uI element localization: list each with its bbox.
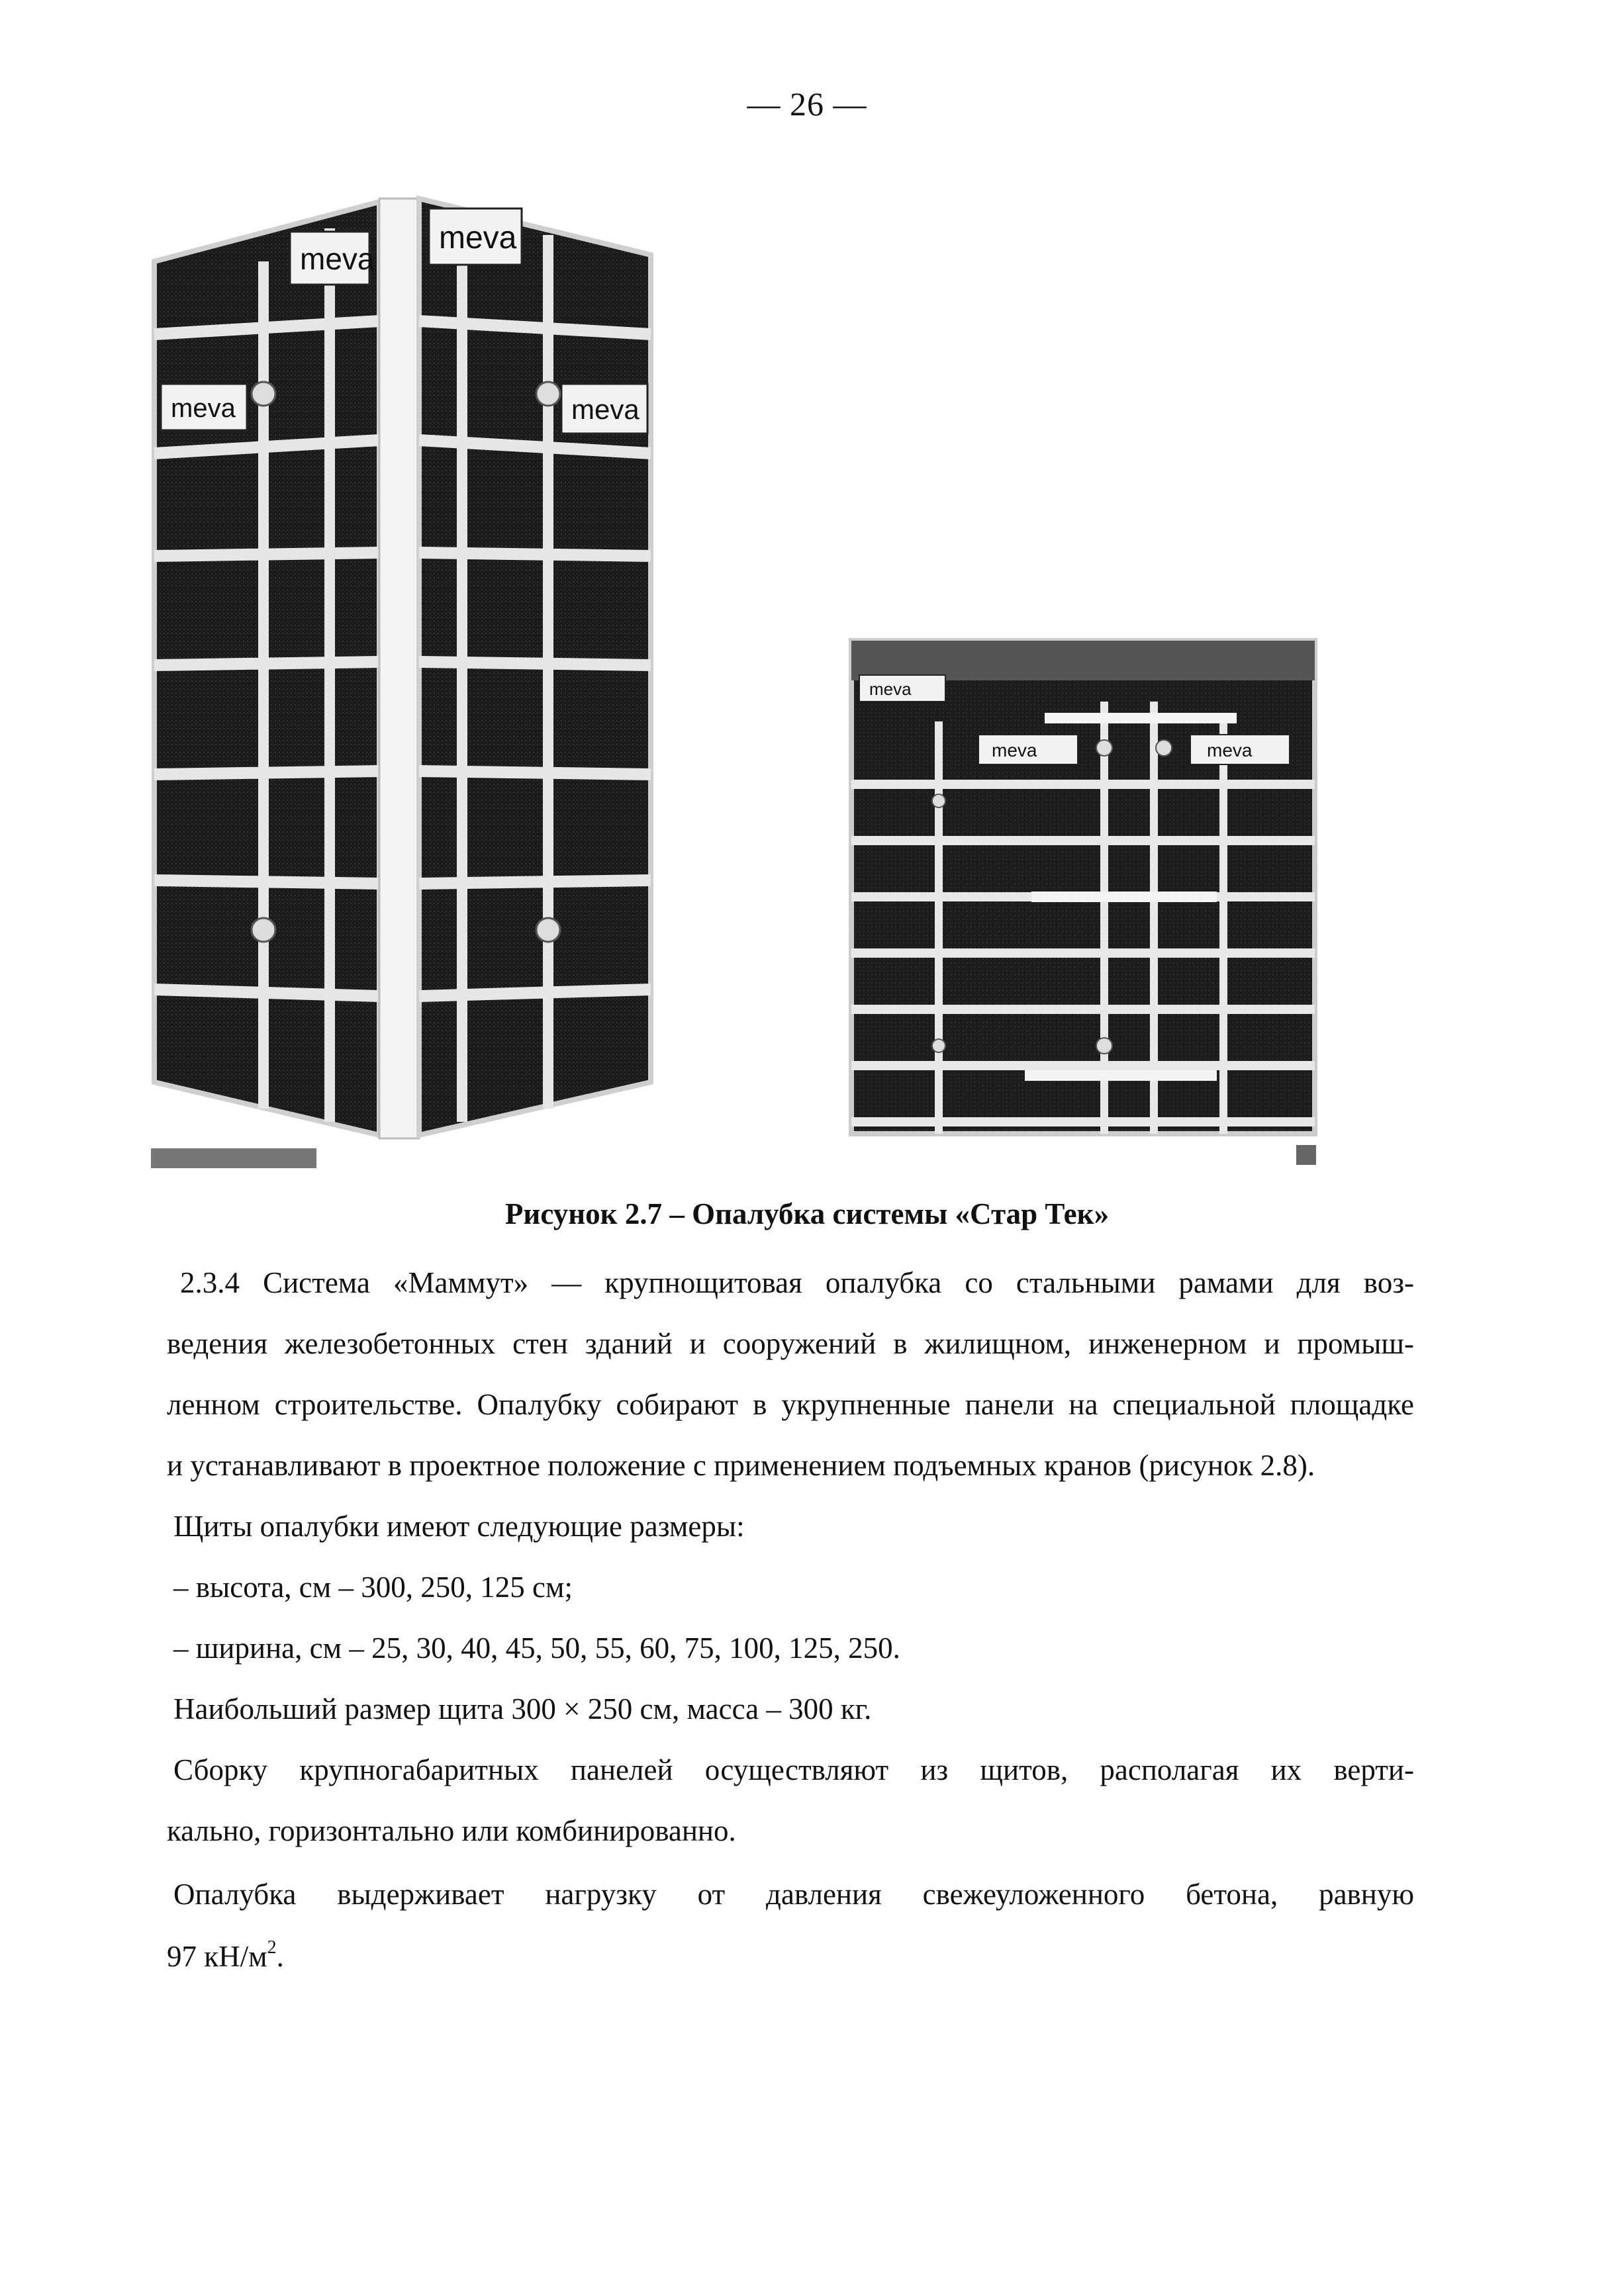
meva-logo-text: meva [869,679,912,699]
meva-logo-text: meva [992,740,1037,760]
paragraph-line-pressure [167,1939,1414,1974]
wall-formwork-image [846,635,1323,1170]
meva-logo-text: meva [300,242,375,276]
paragraph-line: Щиты опалубки имеют следующие размеры: [173,1510,745,1543]
meva-logo-text: meva [439,220,517,255]
sentence-period: . [276,1940,284,1973]
figure-caption: Рисунок 2.7 – Опалубка системы «Стар Тек» [504,1197,1110,1230]
figure-wall-formwork-photo [846,635,1323,1170]
meva-logo-text: meva [571,394,640,425]
paragraph-line: Опалубка выдерживает нагрузку от давления свежеуложенного бетона, равную [173,1878,1414,1911]
page-number: — 26 — [747,85,867,122]
paragraph-line: ленном строительстве. Опалубку собирают в укрупненные панели на специальной площадке [167,1388,1414,1421]
list-item: – высота, см – 300, 250, 125 см; [173,1571,573,1604]
paragraph-line: ведения железобетонных стен зданий и сооружений в жилищном, инженерном и промыш- [167,1327,1414,1360]
paragraph-line: Сборку крупногабаритных панелей осуществляют из щитов, располагая их верти- [173,1753,1414,1786]
paragraph-line: 2.3.4 Система «Маммут» — крупнощитовая опалубка со стальными рамами для воз- [180,1266,1414,1299]
pressure-unit-exponent: 2 [267,1937,277,1958]
paragraph-line: и устанавливают в проектное положение с применением подъемных кранов (рисунок 2.8). [167,1449,1315,1482]
figure-column-formwork-photo [151,195,654,1171]
paragraph-line: кально, горизонтально или комбинированно. [167,1814,736,1847]
meva-logo-text: meva [171,394,236,423]
pressure-value: 97 кН/м [167,1940,267,1973]
meva-logo-text: meva [1207,740,1253,760]
paragraph-line: Наибольший размер щита 300 × 250 см, масса – 300 кг. [173,1692,872,1725]
column-formwork-image [151,195,654,1171]
list-item: – ширина, см – 25, 30, 40, 45, 50, 55, 60, 75, 100, 125, 250. [173,1631,900,1665]
